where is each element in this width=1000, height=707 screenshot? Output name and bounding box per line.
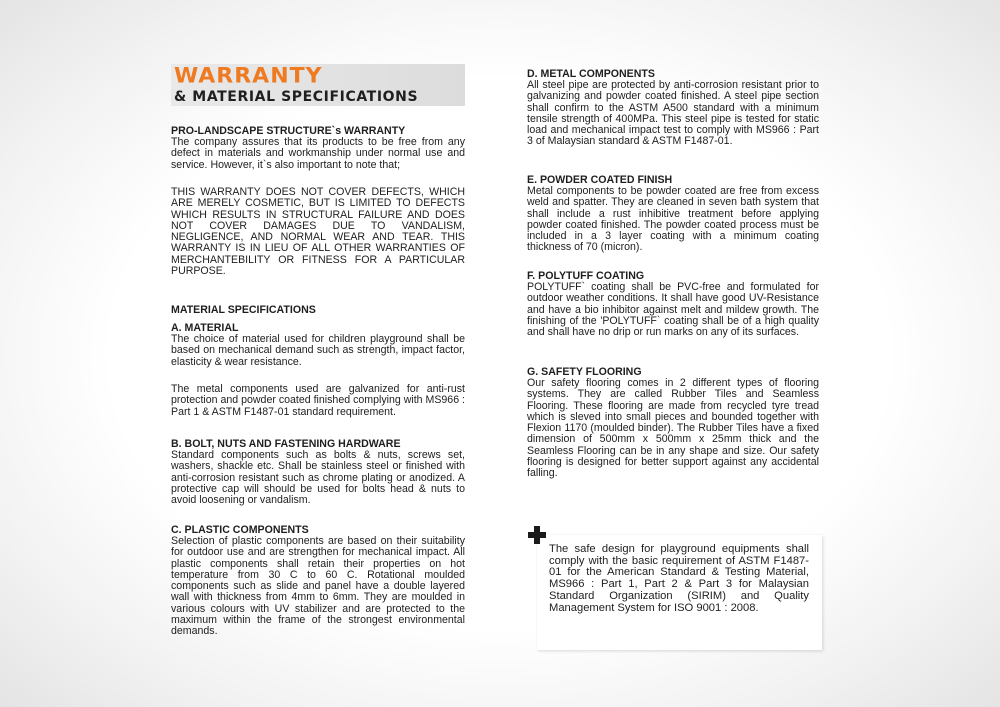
material-metal-section [171, 384, 465, 418]
bolt-title: B. BOLT, NUTS AND FASTENING HARDWARE [171, 438, 401, 450]
plastic-section [171, 524, 465, 638]
plastic-title: C. PLASTIC COMPONENTS [171, 524, 309, 536]
plastic-text: Selection of plastic components are based on their suitability for outdoor use and are strengthen for mechanical impact. All plastic components shall retain their properties on hot temperature from 30 C to 60 C. Rotational moulded components such as slide and panel have a double layered wall with thickness from 4mm to 6mm. They are moulded in various colours with UV stabilizer and are protected to the maximum within the frame of the strongest environmental demands. [171, 535, 465, 638]
polytuff-title: F. POLYTUFF COATING [527, 270, 645, 282]
page-title: WARRANTY [174, 64, 323, 89]
powder-section [527, 174, 819, 254]
plus-icon [528, 526, 546, 544]
flooring-title: G. SAFETY FLOORING [527, 366, 642, 378]
specs-heading-section [171, 304, 465, 316]
powder-title: E. POWDER COATED FINISH [527, 174, 673, 186]
flooring-section [527, 366, 819, 480]
material-section [171, 322, 465, 368]
metal-title: D. METAL COMPONENTS [527, 68, 655, 80]
compliance-note-text: The safe design for playground equipments shall comply with the basic requirement of ASTM F1487-01 for the American Standard & Testing Material, MS966 : Part 1, Part 2 & Part 3 for Malaysian Standard Organization (SIRIM) and Quality Management System for ISO 9001 : 2008. [549, 543, 809, 614]
metal-text: All steel pipe are protected by anti-corrosion resistant prior to galvanizing and powder coated finished. A steel pipe section shall confirm to the ASTM A500 standard with a minimum tensile strength of 400MPa. This steel pipe is tested for static load and mechanical impact test to comply with MS966 : Part 3 of Malaysian standard & ASTM F1487-01. [527, 79, 819, 148]
polytuff-section [527, 270, 819, 338]
warranty-intro: The company assures that its products to be free from any defect in materials and workmanship under normal use and service. However, it`s also important to note that; [171, 136, 465, 171]
material-title: A. MATERIAL [171, 322, 239, 334]
page-subtitle: & MATERIAL SPECIFICATIONS [174, 89, 419, 105]
powder-text: Metal components to be powder coated are free from excess weld and spatter. They are cleaned in seven bath system that shall include a rust inhibitive treatment before applying powder coated finished. The powder coated process must be included in a 3 layer coating with a minimum coating thickness of 70 (micron). [527, 185, 819, 254]
material-metal-text: The metal components used are galvanized for anti-rust protection and powder coated finished complying with MS966 : Part 1 & ASTM F1487-01 standard requirement. [171, 383, 465, 418]
warranty-section [171, 125, 465, 171]
metal-section [527, 68, 819, 148]
warranty-heading: PRO-LANDSCAPE STRUCTURE`s WARRANTY [171, 125, 406, 137]
flooring-text: Our safety flooring comes in 2 different types of flooring systems. They are called Rubber Tiles and Seamless Flooring. These flooring are made from recycled tyre tread which is sleved into small pieces and bounded together with Flexion 1170 (moulded binder). The Rubber Tiles have a fixed dimension of 500mm x 500mm x 25mm thick and the Seamless Flooring can be in any shape and size. Our safety flooring is designed for better support against any accidental falling. [527, 377, 819, 480]
polytuff-text: POLYTUFF` coating shall be PVC-free and formulated for outdoor weather conditions. It shall have good UV-Resistance and have a bio inhibitor against melt and mildew growth. The finishing of the 'POLYTUFF` coating shall be of a high quality and shall have no drip or run marks on any of its surfaces. [527, 281, 819, 339]
warranty-disclaimer-section [171, 187, 465, 277]
specs-heading: MATERIAL SPECIFICATIONS [171, 304, 316, 316]
bolt-section [171, 438, 465, 506]
warranty-disclaimer: THIS WARRANTY DOES NOT COVER DEFECTS, WHICH ARE MERELY COSMETIC, BUT IS LIMITED TO DEFECTS WHICH RESULTS IN STRUCTURAL FAILURE AND DOES NOT COVER DAMAGES DUE TO VANDALISM, NEGLIGENCE, AND NORMAL WEAR AND TEAR. THIS WARRANTY IS IN LIEU OF ALL OTHER WARRANTIES OF MERCHANTEBILITY OR FITNESS FOR A PARTICULAR PURPOSE. [171, 186, 465, 278]
bolt-text: Standard components such as bolts & nuts, screws set, washers, shackle etc. Shall be stainless steel or finished with anti-corrosion resistant such as chrome plating or anodized. A protective cap will should be used for bolts head & nuts to avoid loosening or vandalism. [171, 449, 465, 507]
material-text: The choice of material used for children playground shall be based on mechanical demand such as strength, impact factor, elasticity & wear resistance. [171, 333, 465, 368]
